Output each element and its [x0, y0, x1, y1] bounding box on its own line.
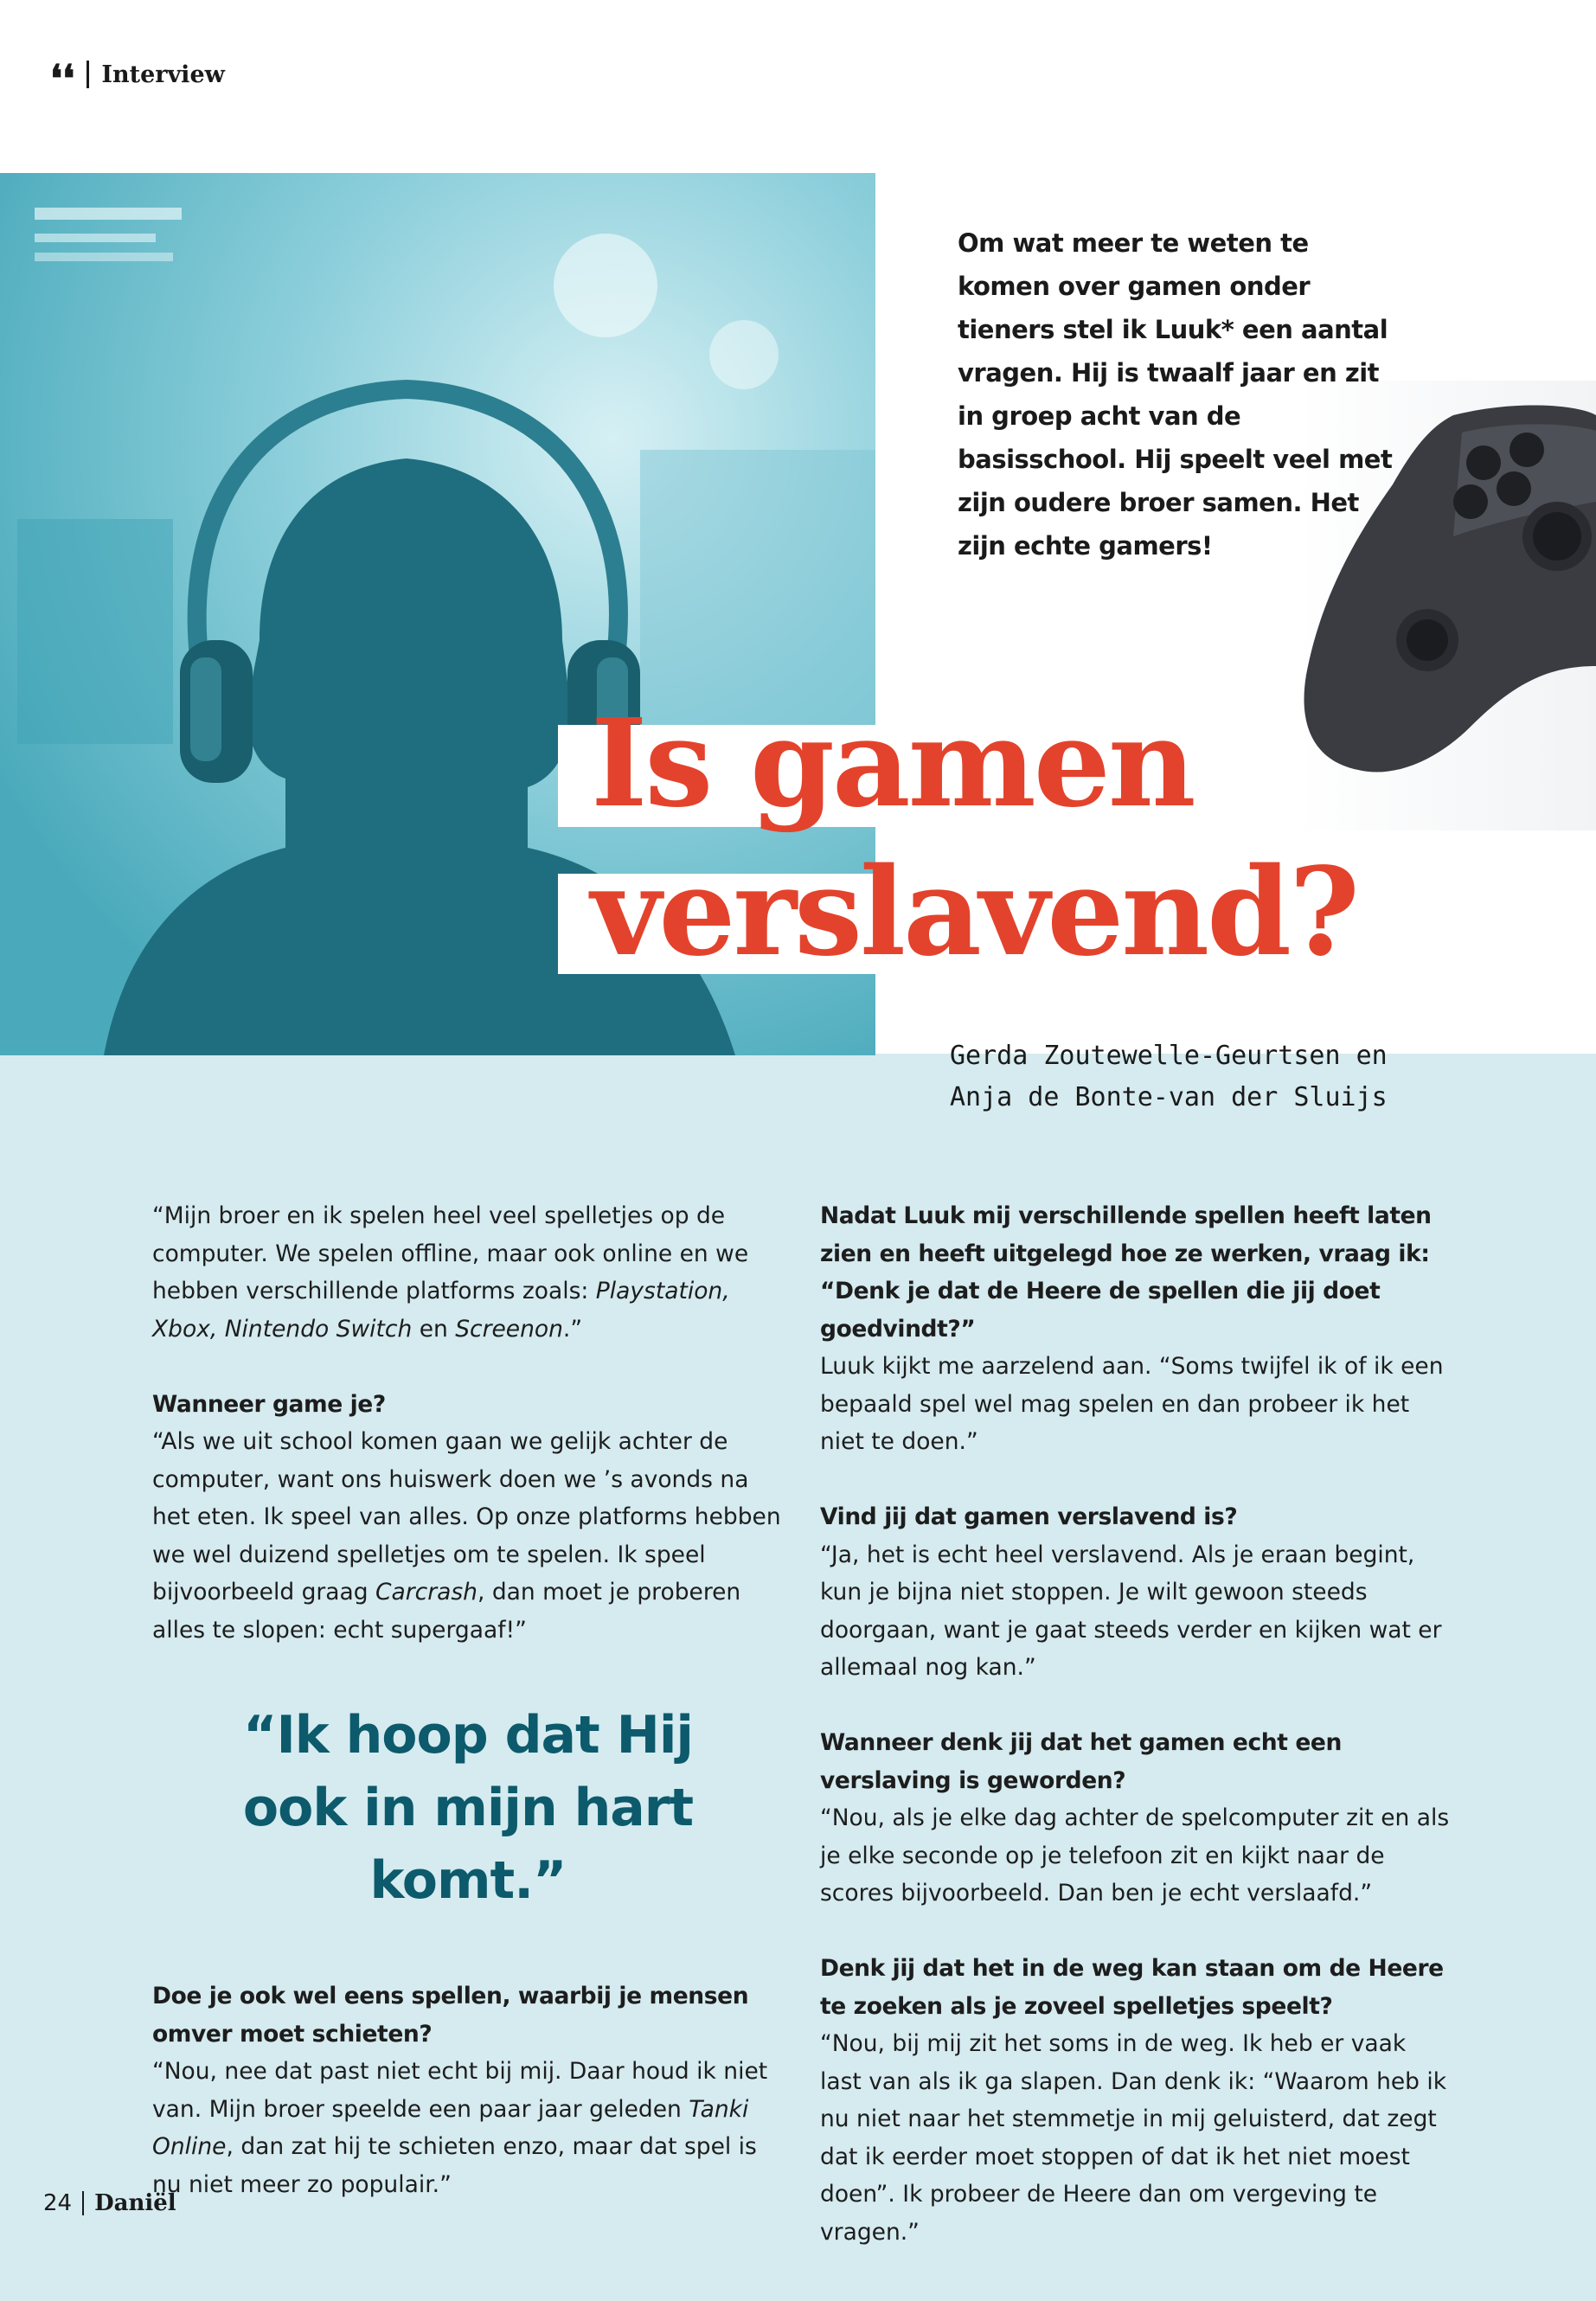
right-column: [820, 1197, 1452, 2251]
title-line-2: verslavend?: [558, 874, 1397, 974]
pull-quote: [152, 1699, 784, 1917]
pull-quote-line-2: ook in mijn hart komt.”: [242, 1778, 694, 1911]
author-line-2: Anja de Bonte-van der Sluijs: [950, 1082, 1388, 1112]
authors-byline: [950, 1035, 1388, 1118]
intro-paragraph: Om wat meer te weten te komen over gamen onder tieners stel ik Luuk* een aantal vragen. Hij is twaalf jaar en zit in groep acht van de basisschool. Hij speelt veel met zijn oudere broer samen. Het zijn echte gamers!: [958, 228, 1393, 561]
title-line-1: Is gamen: [558, 725, 1235, 827]
quote-marks-icon: ❛❛: [50, 57, 75, 101]
answer-seeking-god: “Nou, bij mij zit het soms in de weg. Ik heb er vaak last van als ik ga slapen. Dan denk ik: “Waarom heb ik nu niet naar het stemmetje in mij geluisterd, dat zegt dat ik eerder moet stoppen of dat ik het niet moest doen”. Ik probeer de Heere dan om vergeving te vragen.”: [820, 2030, 1447, 2246]
page-footer: [43, 2190, 176, 2216]
answer-addictive: “Ja, het is echt heel verslavend. Als je eraan begint, kun je bijna niet stoppen. Je wilt gewoon steeds doorgaan, want je gaat steeds verder en kijken wat er allemaal nog kan.”: [820, 1541, 1442, 1681]
page-header: [50, 57, 225, 101]
pull-quote-line-1: “Ik hoop dat Hij: [243, 1705, 693, 1766]
left-column: [152, 1197, 784, 2203]
page-number: 24: [43, 2190, 73, 2216]
question-seeking-god: Denk jij dat het in de weg kan staan om de Heere te zoeken als je zoveel spelletjes speelt?: [820, 1955, 1444, 2020]
answer-when-game: “Als we uit school komen gaan we gelijk achter de computer, want ons huiswerk doen we ’s avonds na het eten. Ik speel van alles. Op onze platforms hebben we wel duizend spelletjes om te spelen. Ik speel bijvoorbeeld graag Carcrash, dan moet je proberen alles te slopen: echt supergaaf!”: [152, 1428, 781, 1644]
answer-god-approves: Luuk kijkt me aarzelend aan. “Soms twijfel ik of ik een bepaald spel wel mag spelen en dan probeer ik het niet te doen.”: [820, 1353, 1444, 1455]
author-line-1: Gerda Zoutewelle-Geurtsen en: [950, 1041, 1388, 1071]
question-shooting-games: Doe je ook wel eens spellen, waarbij je mensen omver moet schieten?: [152, 1983, 749, 2048]
opening-paragraph: “Mijn broer en ik spelen heel veel spelletjes op de computer. We spelen offline, maar ook online en we hebben verschillende platforms zoals: Playstation, Xbox, Nintendo Switch en Screenon.”: [152, 1202, 749, 1343]
question-when-addiction: Wanneer denk jij dat het gamen echt een verslaving is geworden?: [820, 1729, 1342, 1794]
magazine-name: Daniël: [94, 2190, 176, 2216]
answer-shooting-games: “Nou, nee dat past niet echt bij mij. Daar houd ik niet van. Mijn broer speelde een paar jaar geleden Tanki Online, dan zat hij te schieten enzo, maar dat spel is nu niet meer zo populair.”: [152, 2058, 768, 2198]
question-addictive: Vind jij dat gamen verslavend is?: [820, 1503, 1238, 1530]
question-god-approves: Nadat Luuk mij verschillende spellen heeft laten zien en heeft uitgelegd hoe ze werken, vraag ik: “Denk je dat de Heere de spellen die jij doet goedvindt?”: [820, 1202, 1432, 1343]
section-label: Interview: [101, 61, 225, 88]
answer-when-addiction: “Nou, als je elke dag achter de spelcomputer zit en als je elke seconde op je telefoon zit en kijkt naar de scores bijvoorbeeld. Dan ben je echt verslaafd.”: [820, 1804, 1450, 1907]
footer-divider: [82, 2191, 84, 2215]
question-when-game: Wanneer game je?: [152, 1390, 386, 1418]
header-divider: [87, 61, 89, 88]
